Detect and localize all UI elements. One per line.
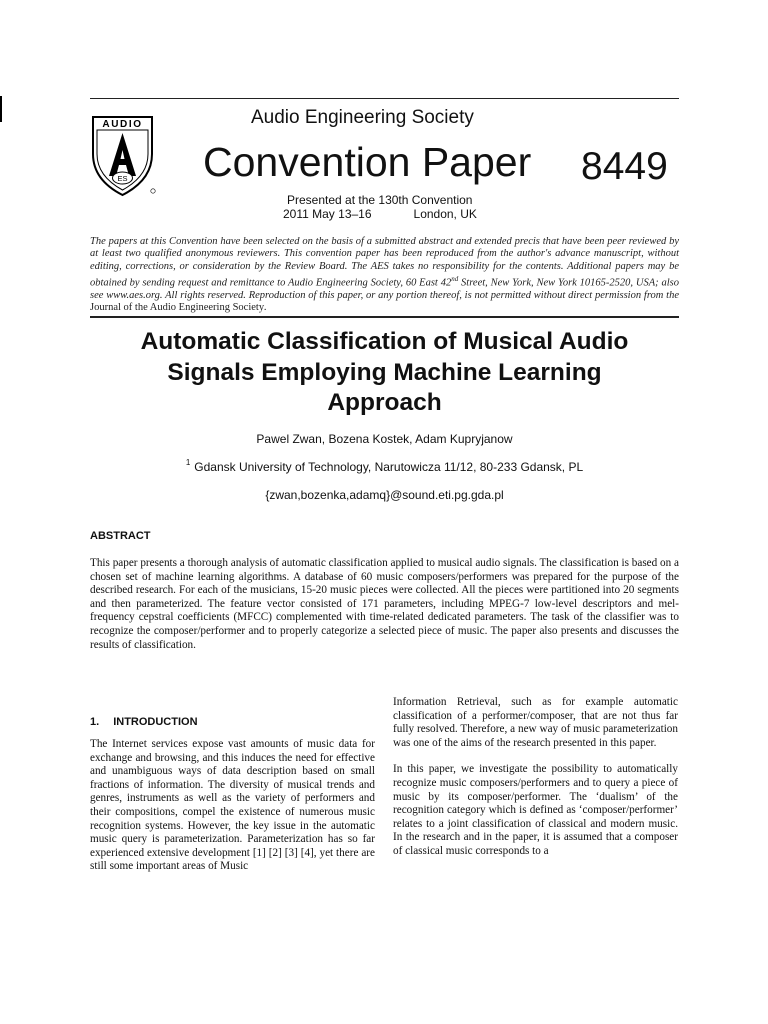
logo-bottom-text: ES xyxy=(117,174,128,183)
authors: Pawel Zwan, Bozena Kostek, Adam Kupryjanow xyxy=(256,432,513,446)
presented-line: Presented at the 130th Convention xyxy=(287,193,473,207)
paper-number: 8449 xyxy=(581,145,668,188)
disclaimer-text-2: Street, New York, New York 10165-2520, USA; also see www.aes.org. All rights reserved. Reproduction of this paper, or any portion thereof, is not permitted without direct permission from the xyxy=(90,277,679,301)
intro-paragraph-2: Information Retrieval, such as for example automatic classification of a performer/composer, that are not thus far fully resolved. Therefore, a new way of music parameterization was one of the aims of the research presented in this paper. xyxy=(393,696,678,749)
convention-paper-label: Convention Paper xyxy=(203,139,532,185)
disclaimer xyxy=(90,236,679,314)
header-rule xyxy=(90,316,679,318)
date-location-line xyxy=(283,207,477,221)
author-email: {zwan,bozenka,adamq}@sound.eti.pg.gda.pl xyxy=(265,488,504,502)
section-title: INTRODUCTION xyxy=(113,716,198,728)
paper-title xyxy=(90,327,679,419)
title-line-3: Approach xyxy=(327,389,442,416)
title-line-2: Signals Employing Machine Learning xyxy=(167,358,602,386)
intro-paragraph-3: In this paper, we investigate the possibility to automatically recognize music composers/performers and to query a piece of music by its composer/performer. The ‘dualism’ of the recognition category which is defined as ‘composer/performer’ relates to a joint classification of classical and modern music. In the research and in the paper, it is assumed that a composer of classical music corresponds to a xyxy=(393,763,678,857)
aes-logo xyxy=(90,114,158,198)
affiliation-marker: 1 xyxy=(185,458,191,467)
abstract-heading: ABSTRACT xyxy=(90,530,151,542)
abstract-body: This paper presents a thorough analysis of automatic classification applied to musical audio signals. The classification is based on a chosen set of machine learning algorithms. A database of 60 music composers/performers was prepared for the purpose of the described research. For each of the musicians, 15-20 music pieces were collected. All the pieces were partitioned into 20 segments and then parameterized. The feature vector consisted of 171 parameters, including MPEG-7 low-level descriptors and mel-frequency cepstral coefficients (MFCC) complemented with time-related dedicated parameters. The task of the classifier was to recognize the composer/performer and to properly categorize a selected piece of music. The paper also presents and discusses the results of classification. xyxy=(90,557,679,651)
left-column xyxy=(90,738,375,874)
right-column xyxy=(393,696,678,859)
logo-top-text: AUDIO xyxy=(102,119,143,130)
disclaimer-end: . xyxy=(264,301,267,313)
title-line-1: Automatic Classification of Musical Audio xyxy=(140,328,629,355)
society-name: Audio Engineering Society xyxy=(251,107,474,128)
intro-paragraph-1: The Internet services expose vast amounts of music data for exchange and browsing, and this induces the need for effective and unambiguous ways of data description based on small fractions of information. The diversity of musical trends and genres, instruments as well as the variety of performers and their compositions, compel the existence of numerous music recognition systems. However, the key issue in the automatic music query is parameterization. Parameterization has so far experienced extensive development [1] [2] [3] [4], yet there are still some important areas of Music xyxy=(90,738,375,873)
section-heading-introduction xyxy=(90,716,198,728)
section-number: 1. xyxy=(90,716,100,728)
affiliation-text: Gdansk University of Technology, Narutowicza 11/12, 80-233 Gdansk, PL xyxy=(194,460,584,474)
journal-name: Journal of the Audio Engineering Society xyxy=(90,301,265,313)
convention-date: 2011 May 13–16 xyxy=(283,207,372,221)
convention-location: London, UK xyxy=(413,207,477,221)
disclaimer-superscript: nd xyxy=(451,274,459,283)
margin-mark xyxy=(0,96,2,122)
top-rule xyxy=(90,98,679,99)
disclaimer-text: The papers at this Convention have been selected on the basis of a submitted abstract and extended precis that have been peer reviewed by at least two qualified anonymous reviewers. This convention paper has been reproduced from the author's advance manuscript, without editing, corrections, or consideration by the Review Board. The AES takes no responsibility for the contents. Additional papers may be obtained by sending request and remittance to Audio Engineering Society, 60 East 42 xyxy=(90,236,679,289)
affiliation xyxy=(90,458,679,474)
